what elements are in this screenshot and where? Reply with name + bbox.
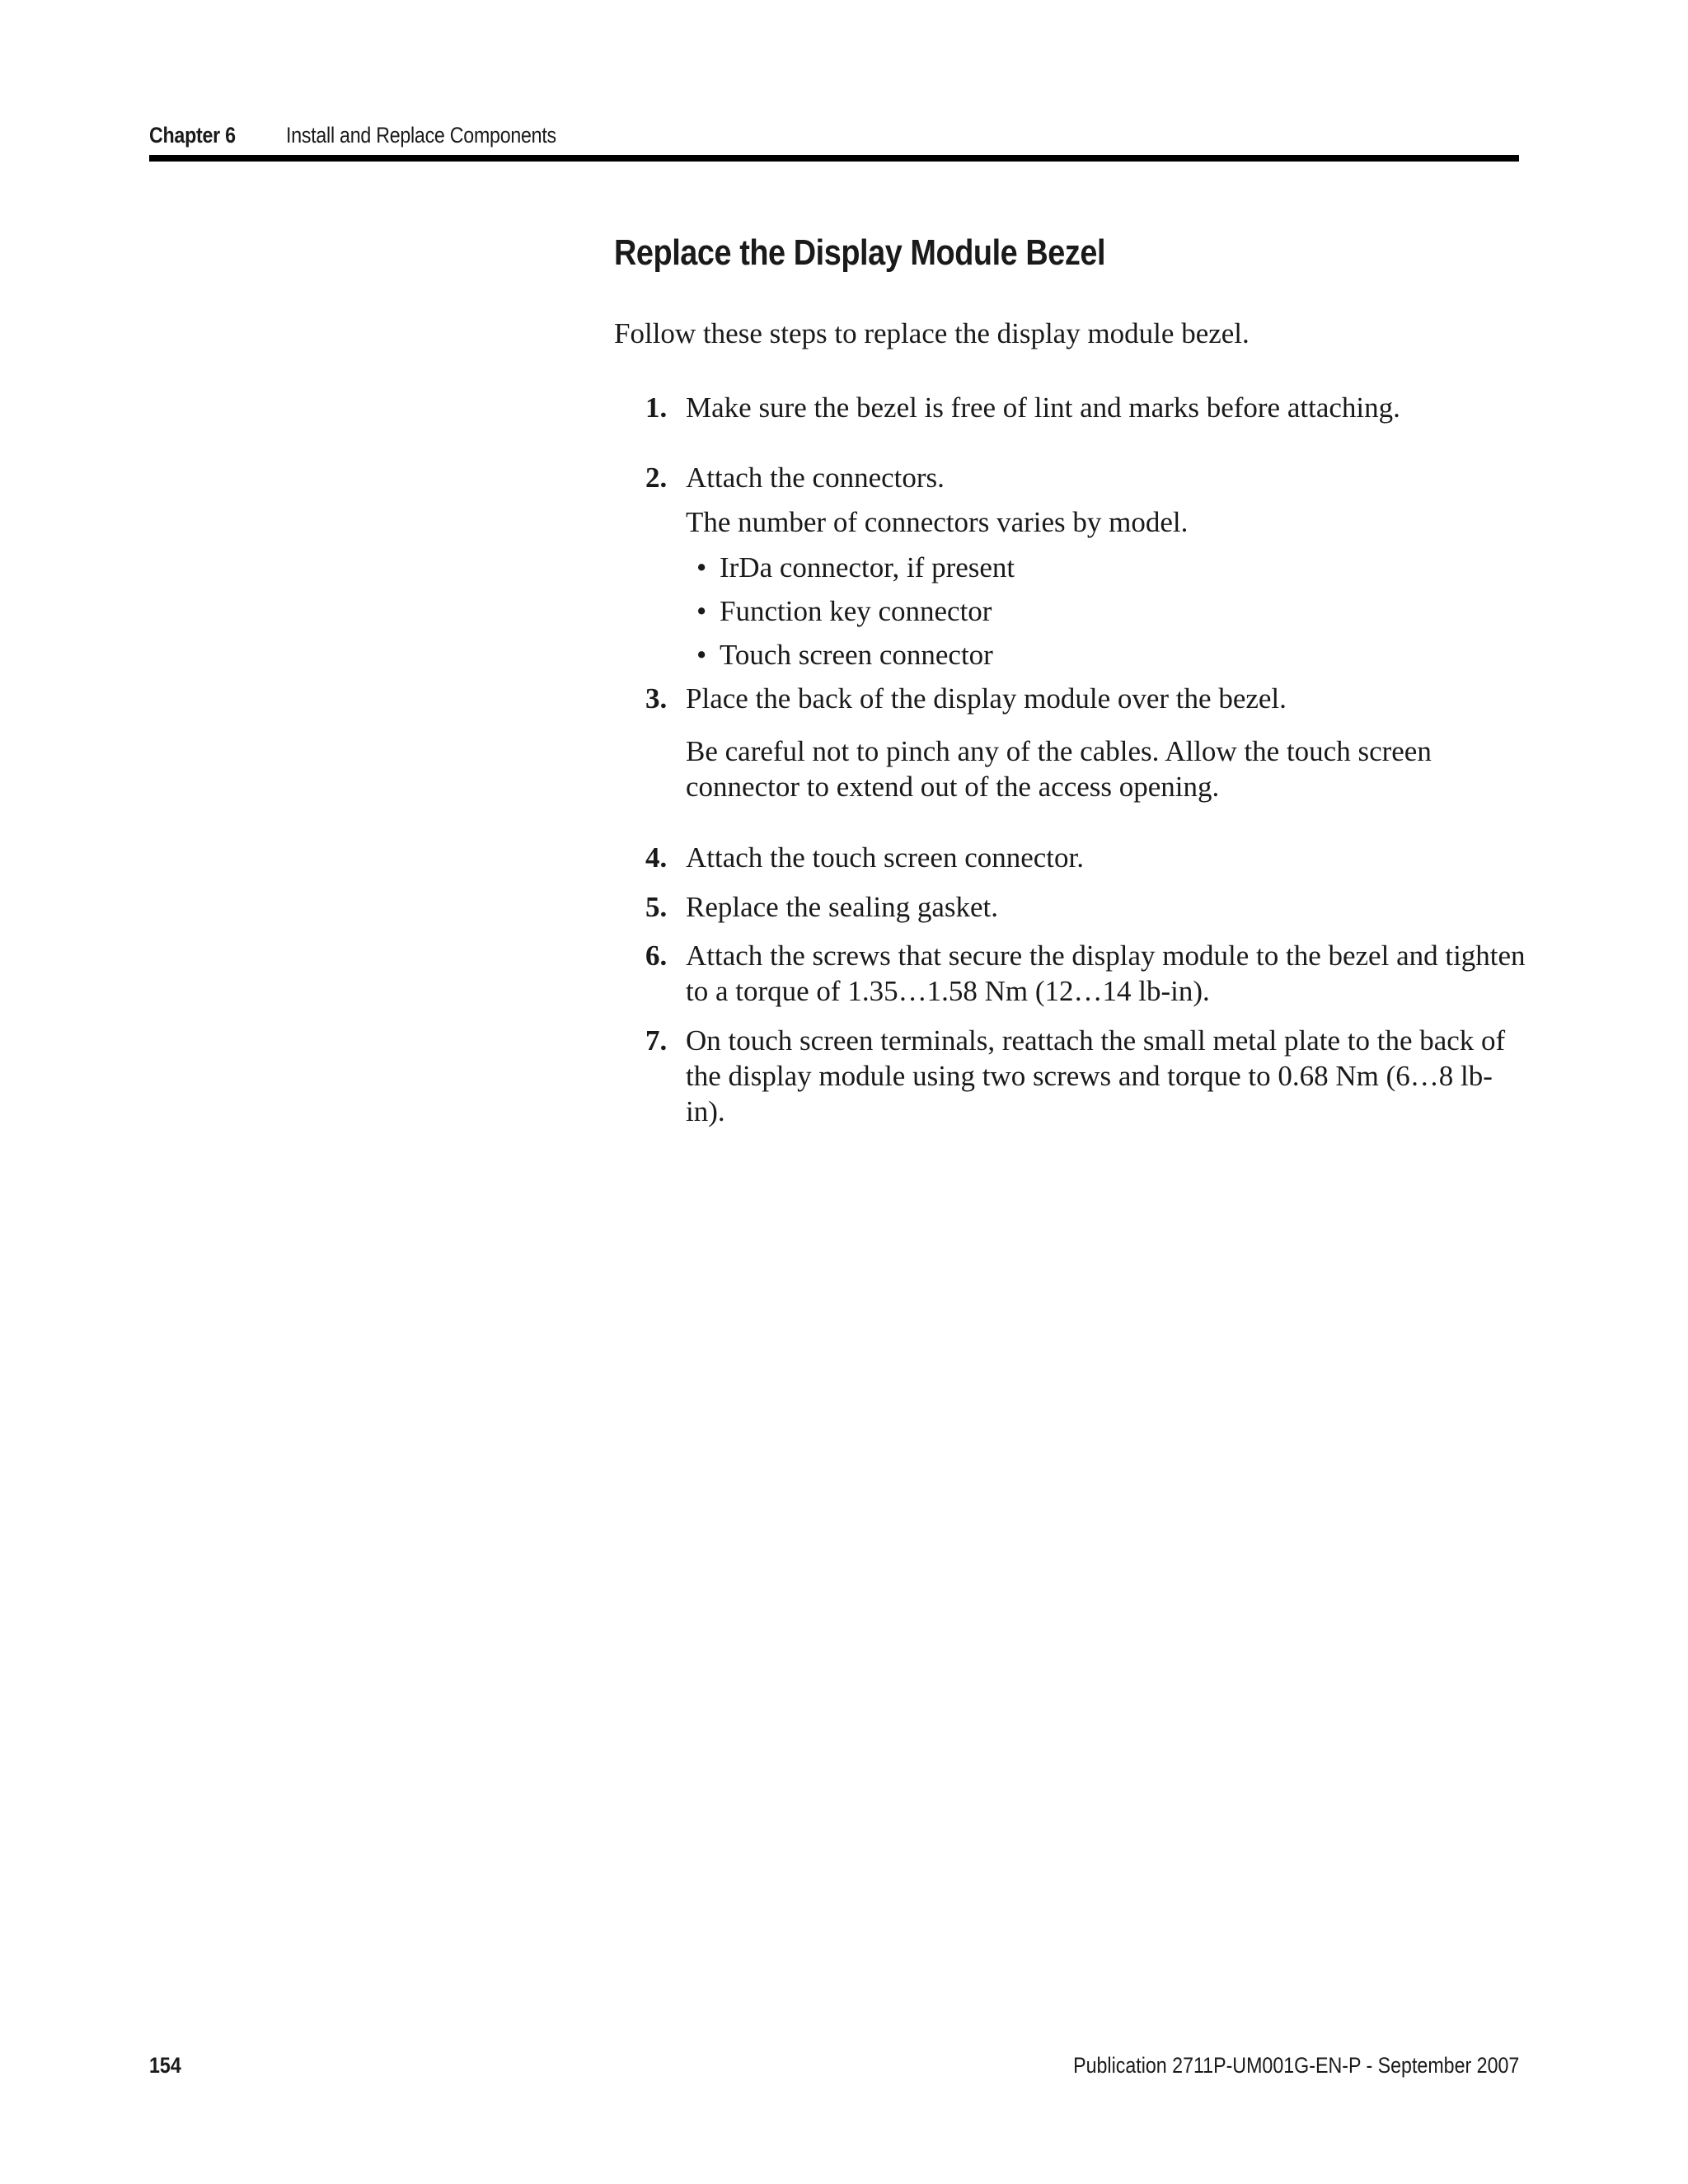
section-heading: Replace the Display Module Bezel <box>614 232 1106 273</box>
step-text: Replace the sealing gasket. <box>686 891 999 923</box>
bullet-text: IrDa connector, if present <box>720 551 1015 583</box>
step-number: 1. <box>645 391 668 424</box>
bullet-icon: • <box>696 595 707 627</box>
step-text: Attach the screws that secure the display module to the bezel and tighten to a torque of 1.35…1.58 Nm (12…14 lb-in). <box>686 940 1526 1007</box>
step-text: Place the back of the display module over the bezel. <box>686 682 1287 715</box>
bullet-icon: • <box>696 639 707 671</box>
step-text: Attach the touch screen connector. <box>686 841 1084 874</box>
page-number: 154 <box>149 2053 181 2078</box>
step-text: Make sure the bezel is free of lint and marks before attaching. <box>686 391 1400 424</box>
chapter-title: Install and Replace Components <box>286 123 556 148</box>
intro-paragraph: Follow these steps to replace the display module bezel. <box>614 317 1250 349</box>
step-text: On touch screen terminals, reattach the small metal plate to the back of the display module using two screws and torque to 0.68 Nm (6…8 lb-in). <box>686 1024 1506 1127</box>
bullet-item <box>696 593 992 629</box>
header-rule <box>149 155 1519 162</box>
publication-info: Publication 2711P-UM001G-EN-P - September 2007 <box>1072 2053 1519 2078</box>
step-number: 2. <box>645 462 668 494</box>
step-number: 6. <box>645 940 668 972</box>
running-header <box>149 115 1519 148</box>
step-number: 7. <box>645 1024 668 1057</box>
bullet-icon: • <box>696 551 707 583</box>
step-text: Attach the connectors. <box>686 462 945 494</box>
step-2-note: The number of connectors varies by model. <box>686 506 1189 538</box>
step-number: 4. <box>645 841 668 874</box>
bullet-item <box>696 550 1015 585</box>
step-3-note: Be careful not to pinch any of the cables. Allow the touch screen connector to extend out of the access opening. <box>686 735 1432 803</box>
bullet-item <box>696 637 993 673</box>
chapter-label: Chapter 6 <box>149 123 236 148</box>
step-number: 3. <box>645 682 668 715</box>
step-number: 5. <box>645 891 668 923</box>
bullet-text: Function key connector <box>720 595 992 627</box>
bullet-text: Touch screen connector <box>720 639 993 671</box>
